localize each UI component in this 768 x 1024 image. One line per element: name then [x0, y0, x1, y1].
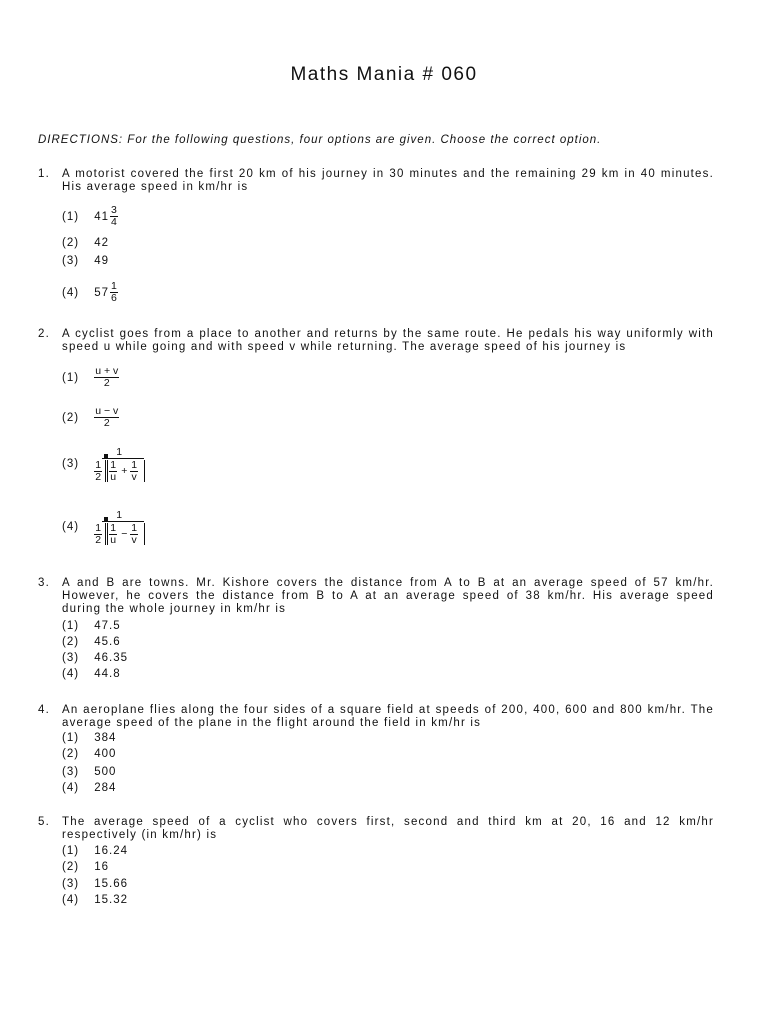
question-2: [38, 328, 714, 354]
q4-option-3: [62, 766, 116, 778]
question-number: 2.: [38, 328, 50, 340]
fraction: [110, 281, 118, 304]
option-label: (2): [62, 411, 80, 424]
left-bracket: [105, 523, 106, 545]
option-value: 16.24: [94, 845, 128, 857]
left-bracket: [107, 460, 108, 482]
operator: −: [121, 528, 128, 540]
option-value: 500: [94, 766, 117, 778]
fraction-1-over-v: [130, 460, 138, 483]
question-5: [38, 816, 714, 842]
option-label: (3): [62, 766, 80, 778]
q3-option-4: [62, 668, 121, 680]
q1-option-1: [62, 205, 118, 228]
right-bracket: [144, 460, 145, 482]
q1-option-4: [62, 281, 118, 304]
q3-option-3: [62, 652, 128, 664]
q1-option-2: [62, 237, 109, 249]
numerator: 3: [111, 204, 117, 216]
mixed-fraction: [94, 281, 118, 304]
page-title: Maths Mania # 060: [290, 64, 478, 85]
denominator: 2: [94, 417, 119, 429]
option-label: (1): [62, 371, 80, 384]
q3-option-1: [62, 620, 121, 632]
option-label: (2): [62, 861, 80, 873]
option-label: (1): [62, 620, 80, 632]
option-value: 44.8: [94, 668, 121, 680]
option-label: (3): [62, 458, 80, 471]
denominator: 2: [94, 377, 119, 389]
right-bracket: [144, 523, 145, 545]
directions-text: DIRECTIONS: For the following questions, four options are given. Choose the correct option.: [38, 134, 602, 146]
left-bracket: [107, 523, 108, 545]
denominator: v: [131, 534, 137, 546]
denominator: 4: [111, 216, 117, 228]
option-label: (2): [62, 636, 80, 648]
denominator: 2: [95, 534, 102, 546]
question-number: 4.: [38, 704, 50, 716]
fraction-1-over-u: [109, 460, 117, 483]
option-value: 284: [94, 782, 117, 794]
numerator: 1: [95, 459, 102, 471]
option-value: 46.35: [94, 652, 128, 664]
fraction: [110, 205, 118, 228]
option-value: 47.5: [94, 620, 121, 632]
option-label: (4): [62, 668, 80, 680]
q2-option-2: [62, 406, 119, 429]
option-label: (1): [62, 845, 80, 857]
fraction-bar: [102, 458, 144, 459]
denominator: v: [131, 471, 137, 483]
question-number: 3.: [38, 577, 50, 589]
numerator: u + v: [95, 365, 119, 377]
q1-option-3: [62, 255, 109, 267]
option-value: 49: [94, 255, 109, 267]
fraction-1-over-u: [109, 523, 117, 546]
q4-option-1: [62, 732, 116, 744]
q5-option-4: [62, 894, 128, 906]
q3-option-2: [62, 636, 121, 648]
question-text: The average speed of a cyclist who covers first, second and third km at 20, 16 and 12 km/hr respectively (in km/hr) is: [62, 816, 714, 841]
option-label: (3): [62, 255, 80, 267]
option-label: (4): [62, 286, 80, 299]
option-value: 16: [94, 861, 109, 873]
question-1: [38, 168, 714, 194]
option-value: 15.32: [94, 894, 128, 906]
mixed-fraction: [94, 205, 118, 228]
numerator: u − v: [95, 405, 119, 417]
question-text: An aeroplane flies along the four sides of a square field at speeds of 200, 400, 600 and 800 km/hr. The average speed of the plane in the flight around the field in km/hr is: [62, 704, 714, 729]
q4-option-4: [62, 782, 116, 794]
option-label: (1): [62, 210, 80, 223]
denominator: u: [110, 534, 117, 546]
q2-option-1: [62, 366, 119, 389]
numerator: 1: [95, 522, 102, 534]
option-label: (2): [62, 748, 80, 760]
fraction: [94, 406, 119, 429]
option-label: (2): [62, 237, 80, 249]
question-4: [38, 704, 714, 730]
numerator: 1: [131, 522, 138, 534]
denominator: u: [110, 471, 117, 483]
question-text: A and B are towns. Mr. Kishore covers the distance from A to B at an average speed of 57 km/hr. However, he covers the distance from B to A at an average speed of 38 km/hr. His average speed during the whole journey in km/hr is: [62, 577, 714, 615]
numerator: 1: [116, 509, 123, 521]
numerator: 1: [110, 522, 117, 534]
q5-option-3: [62, 878, 128, 890]
option-label: (3): [62, 652, 80, 664]
q5-option-1: [62, 845, 128, 857]
option-label: (3): [62, 878, 80, 890]
option-value: 45.6: [94, 636, 121, 648]
question-text: A cyclist goes from a place to another and returns by the same route. He pedals his way uniformly with speed u while going and with speed v while returning. The average speed of his journey is: [62, 328, 714, 353]
question-number: 5.: [38, 816, 50, 828]
denominator: 6: [111, 292, 117, 304]
complex-fraction: [94, 446, 154, 482]
operator: +: [121, 465, 128, 477]
q4-option-2: [62, 748, 116, 760]
half-fraction: [94, 460, 102, 483]
q2-option-3: [62, 446, 154, 482]
question-number: 1.: [38, 168, 50, 180]
option-label: (4): [62, 894, 80, 906]
q5-option-2: [62, 861, 109, 873]
option-value: 42: [94, 237, 109, 249]
option-value: 384: [94, 732, 117, 744]
numerator: 1: [110, 459, 117, 471]
numerator: 1: [116, 446, 123, 458]
option-label: (4): [62, 521, 80, 534]
fraction-bar: [102, 521, 144, 522]
q2-option-4: [62, 509, 154, 545]
option-value: 15.66: [94, 878, 128, 890]
left-bracket: [105, 460, 106, 482]
option-label: (4): [62, 782, 80, 794]
option-label: (1): [62, 732, 80, 744]
numerator: 1: [131, 459, 138, 471]
option-value: 400: [94, 748, 117, 760]
fraction-1-over-v: [130, 523, 138, 546]
fraction: [94, 366, 119, 389]
denominator: 2: [95, 471, 102, 483]
half-fraction: [94, 523, 102, 546]
whole-part: 41: [94, 210, 109, 223]
numerator: 1: [111, 280, 117, 292]
question-text: A motorist covered the first 20 km of his journey in 30 minutes and the remaining 29 km in 40 minutes. His average speed in km/hr is: [62, 168, 714, 193]
complex-fraction: [94, 509, 154, 545]
whole-part: 57: [94, 286, 109, 299]
question-3: [38, 577, 714, 616]
